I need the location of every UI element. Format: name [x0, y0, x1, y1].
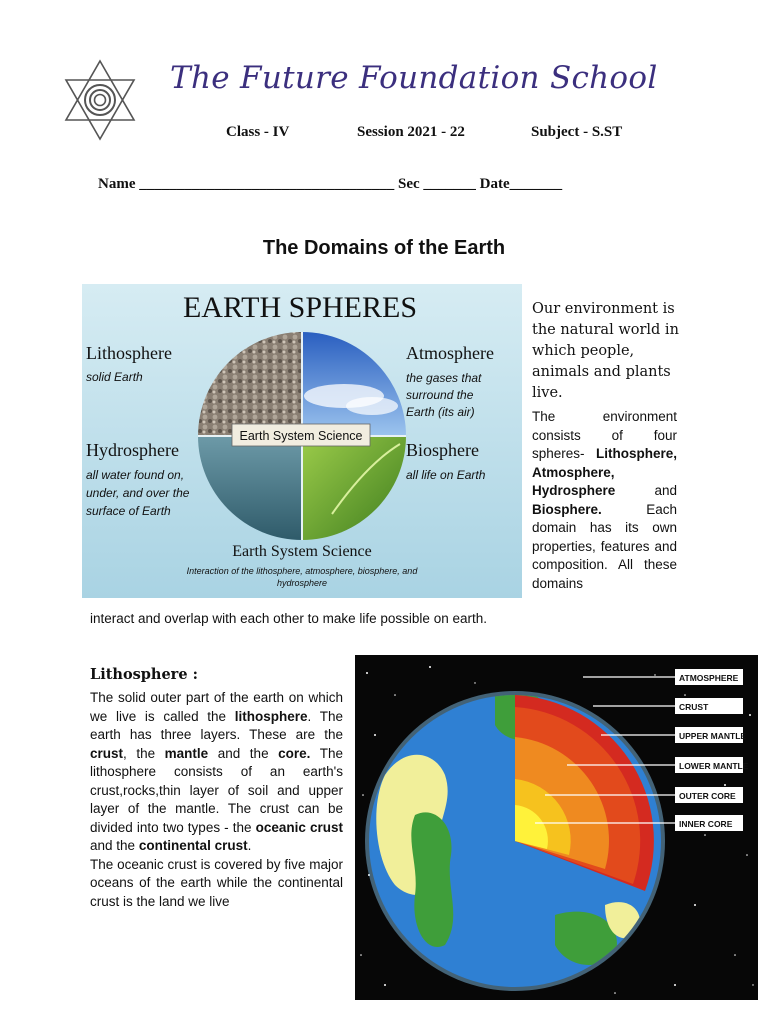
env-atmosphere: Atmosphere, [532, 464, 615, 480]
name-section-row [98, 176, 562, 193]
env-intro: The environment consists of four spheres- [532, 409, 677, 461]
sec-blank: _______ [423, 176, 476, 192]
spheres-footer-title: Earth System Science [232, 543, 372, 560]
school-name: The Future Foundation School [170, 60, 658, 96]
hydrosphere-desc-1: all water found on, [86, 468, 185, 482]
litho-text-7: . [247, 838, 252, 853]
date-label: Date [479, 176, 510, 192]
litho-bold-core: core. [278, 745, 311, 761]
atmosphere-name: Atmosphere [406, 343, 494, 363]
name-blank: __________________________________ [139, 176, 395, 192]
env-hydrosphere: Hydrosphere [532, 483, 616, 498]
label-crust: CRUST [679, 702, 709, 712]
atmosphere-desc-1: the gases that [406, 371, 482, 385]
class-label: Class - IV [226, 124, 290, 140]
litho-bold-crust: crust [90, 745, 124, 761]
litho-text-3: , the [123, 745, 156, 761]
environment-lead-text: Our environment is the natural world in which people, animals and plants live. [532, 301, 679, 401]
lithosphere-name: Lithosphere [86, 343, 172, 363]
env-and: and [654, 483, 677, 498]
spheres-heading: EARTH SPHERES [182, 291, 418, 324]
atmosphere-desc-3: Earth (its air) [406, 405, 475, 419]
atmosphere-desc-2: surround the [406, 388, 474, 402]
spheres-footer-sub-1: Interaction of the lithosphere, atmosphere, biosphere, and [186, 566, 418, 576]
sec-label: Sec [398, 176, 420, 192]
date-blank: _______ [509, 176, 563, 192]
session-label: Session 2021 - 22 [357, 124, 465, 140]
lithosphere-body-text [90, 689, 343, 911]
earth-spheres-figure [82, 284, 522, 598]
environment-body-text [532, 408, 677, 593]
environment-last-line: interact and overlap with each other to make life possible on earth. [90, 611, 487, 626]
label-lower-mantle: LOWER MANTLE [679, 761, 749, 771]
label-outer-core: OUTER CORE [679, 791, 736, 801]
lithosphere-heading: Lithosphere : [90, 666, 198, 683]
litho-text-5: The lithosphere consists of an earth's crust,rocks,thin layer of soil and upper layer of the mantle. The crust can be divided into two types - the [90, 745, 343, 835]
biosphere-desc: all life on Earth [406, 468, 486, 482]
litho-bold-oceanic: oceanic crust [255, 819, 343, 835]
label-atmosphere: ATMOSPHERE [679, 673, 739, 683]
subject-label: Subject - S.ST [531, 124, 623, 140]
litho-text-2: . The earth has three layers. These are the [90, 708, 343, 742]
litho-bold-mantle: mantle [164, 745, 209, 761]
litho-text-4: and the [217, 745, 269, 761]
biosphere-name: Biosphere [406, 440, 479, 460]
label-upper-mantle: UPPER MANTLE [679, 731, 747, 741]
env-rest: Each domain has its own properties, features and composition. All these domains [532, 501, 677, 591]
hydrosphere-desc-2: under, and over the [86, 486, 190, 500]
lithosphere-desc: solid Earth [86, 370, 143, 384]
hydrosphere-name: Hydrosphere [86, 440, 179, 460]
label-inner-core: INNER CORE [679, 819, 733, 829]
spheres-footer-sub-2: hydrosphere [276, 578, 328, 588]
hydrosphere-desc-3: surface of Earth [86, 504, 171, 518]
litho-text-1: The solid outer part of the earth on which we live is called the [90, 690, 343, 724]
env-biosphere: Biosphere. [532, 501, 602, 517]
page-title: The Domains of the Earth [262, 237, 506, 259]
litho-text-8: The oceanic crust is covered by five major oceans of the earth while the continental crust is the land we live [90, 856, 343, 909]
litho-bold-continental: continental crust [138, 838, 248, 853]
name-label: Name [98, 176, 136, 192]
litho-bold-lithosphere: lithosphere [234, 708, 308, 724]
center-label: Earth System Science [239, 429, 363, 443]
env-lithosphere: Lithosphere, [595, 446, 677, 461]
earth-layers-figure [355, 655, 758, 1000]
school-logo-star-icon [62, 58, 138, 142]
litho-text-6: and the [90, 838, 136, 853]
